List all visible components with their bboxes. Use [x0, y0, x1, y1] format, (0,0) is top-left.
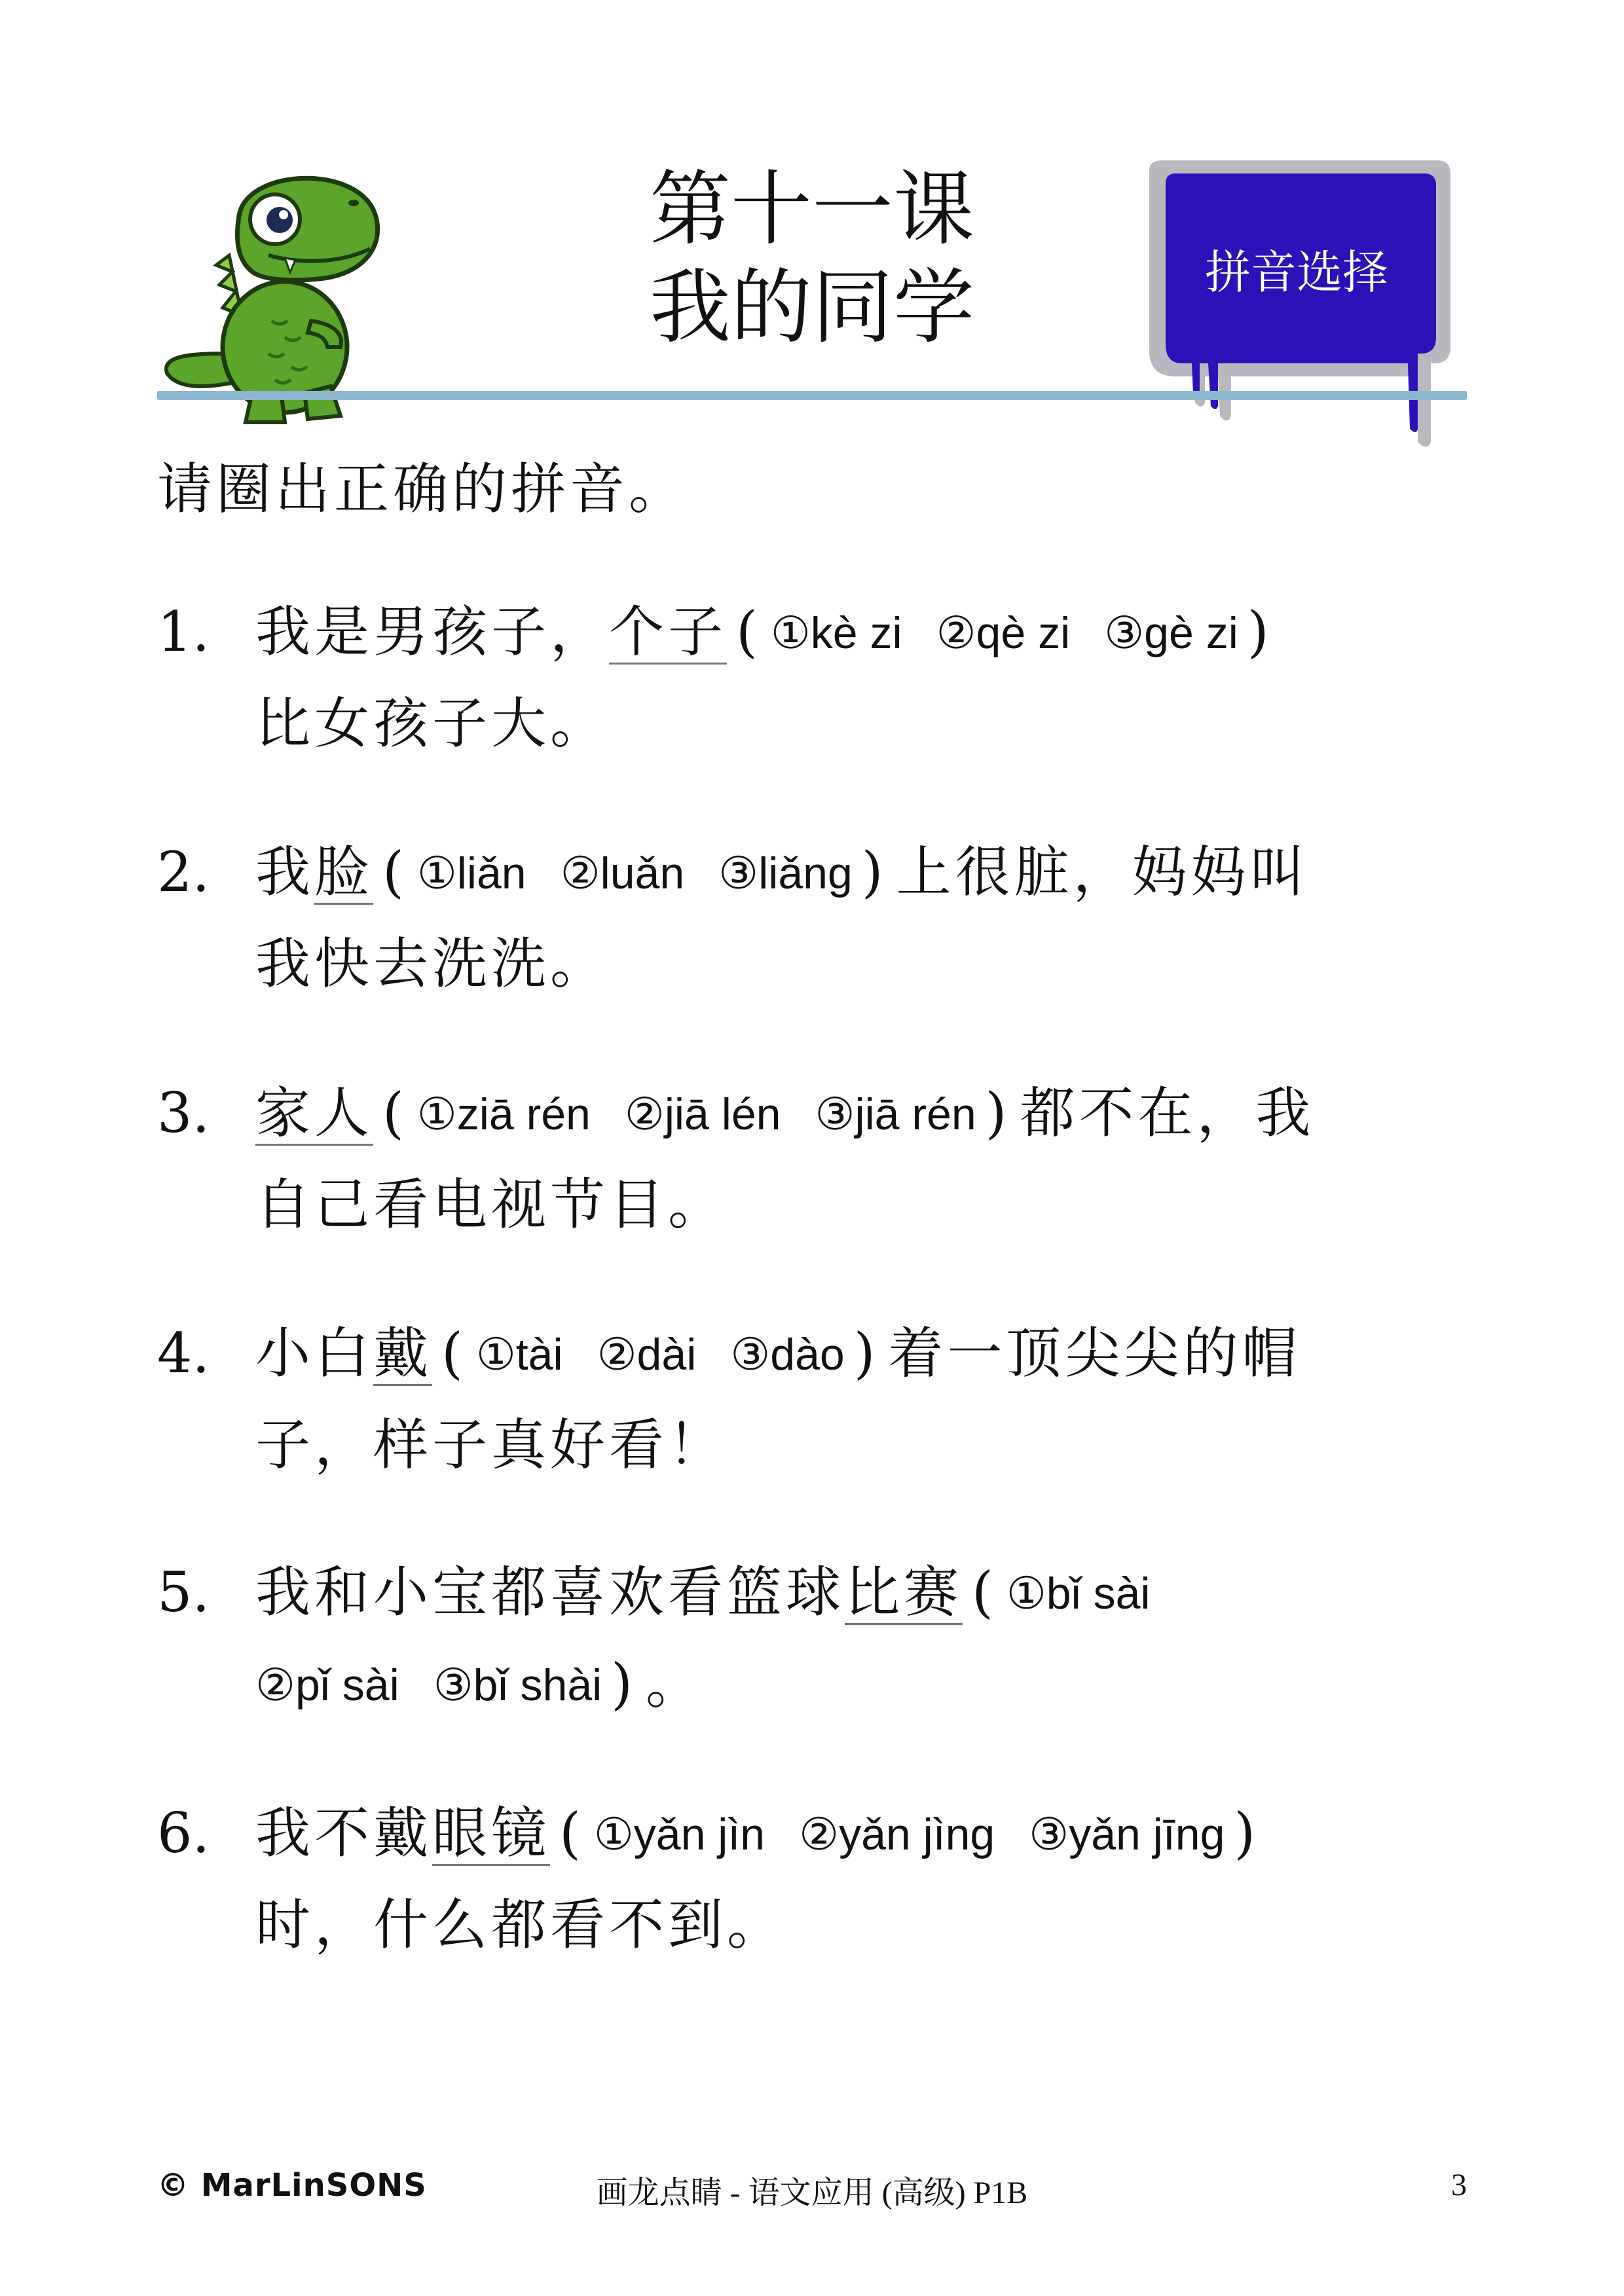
option-1[interactable]: ①yǎn jìn — [593, 1810, 766, 1859]
option-2[interactable]: ②qè zi — [936, 608, 1071, 658]
lesson-title — [629, 160, 995, 357]
lesson-number: 第十一课 — [649, 162, 974, 257]
option-3[interactable]: ③jiā rén — [815, 1089, 976, 1139]
question-text: 我和小宝都喜欢看篮球 — [255, 1560, 845, 1624]
target-word: 比赛 — [845, 1560, 963, 1624]
option-3[interactable]: ③gè zi — [1104, 608, 1238, 658]
option-2[interactable]: ②jiā lén — [624, 1089, 781, 1139]
question-text-rest: 上很脏，妈妈叫 — [896, 840, 1309, 904]
option-1[interactable]: ①kè zi — [770, 608, 902, 658]
option-1[interactable]: ①liǎn — [416, 848, 526, 898]
target-word: 个子 — [609, 600, 728, 664]
question-text-rest: 都不在，我 — [1020, 1081, 1315, 1145]
target-word: 家人 — [255, 1081, 374, 1145]
badge-sign-icon — [1130, 154, 1470, 455]
question-number: 2. — [157, 840, 210, 904]
question-text-line2: 时，什么都看不到。 — [255, 1893, 786, 1957]
target-word: 眼镜 — [432, 1801, 551, 1865]
option-1[interactable]: ①ziā rén — [416, 1089, 591, 1139]
question-number: 6. — [157, 1801, 210, 1865]
question-text: 我是男孩子， — [255, 600, 610, 664]
question-text-line2: 自己看电视节目。 — [255, 1173, 728, 1237]
question-number: 5. — [157, 1560, 210, 1624]
option-3[interactable]: ③dào — [730, 1330, 845, 1379]
question-text-line2: 子，样子真好看！ — [255, 1413, 728, 1477]
badge-label: 拼音选择 — [1205, 246, 1388, 299]
question-text-line2: 我快去洗洗。 — [255, 932, 610, 996]
question-number: 4. — [157, 1321, 210, 1385]
question-number: 3. — [157, 1081, 210, 1145]
option-2[interactable]: ②yǎn jìng — [799, 1810, 995, 1859]
book-title: 画龙点睛 - 语文应用 (高级) P1B — [596, 2176, 1028, 2210]
option-1[interactable]: ①tài — [475, 1330, 563, 1379]
instruction-text: 请圈出正确的拼音。 — [157, 457, 688, 521]
question-text: 我不戴 — [255, 1801, 433, 1865]
question-text: 我 — [255, 840, 315, 904]
question-number: 1. — [157, 600, 210, 664]
option-2[interactable]: ②dài — [597, 1330, 697, 1379]
page-number: 3 — [1451, 2168, 1467, 2202]
copyright-logo: © MarLinSONS — [157, 2167, 427, 2204]
option-1[interactable]: ①bǐ sài — [1006, 1569, 1151, 1618]
option-3[interactable]: ③bǐ shài — [433, 1660, 602, 1710]
target-word: 戴 — [373, 1321, 433, 1385]
question-text: 小白 — [255, 1321, 374, 1385]
option-2[interactable]: ②luǎn — [560, 848, 685, 898]
question-text-rest: 。 — [646, 1652, 705, 1716]
header-divider — [157, 391, 1467, 400]
question-text-rest: 着一顶尖尖的帽 — [888, 1321, 1301, 1385]
option-3[interactable]: ③liǎng — [718, 848, 853, 898]
option-2[interactable]: ②pǐ sài — [255, 1660, 399, 1710]
target-word: 脸 — [314, 840, 374, 904]
lesson-name: 我的同学 — [649, 261, 974, 355]
question-text-line2: 比女孩子大。 — [255, 691, 610, 756]
option-3[interactable]: ③yǎn jīng — [1029, 1810, 1225, 1859]
